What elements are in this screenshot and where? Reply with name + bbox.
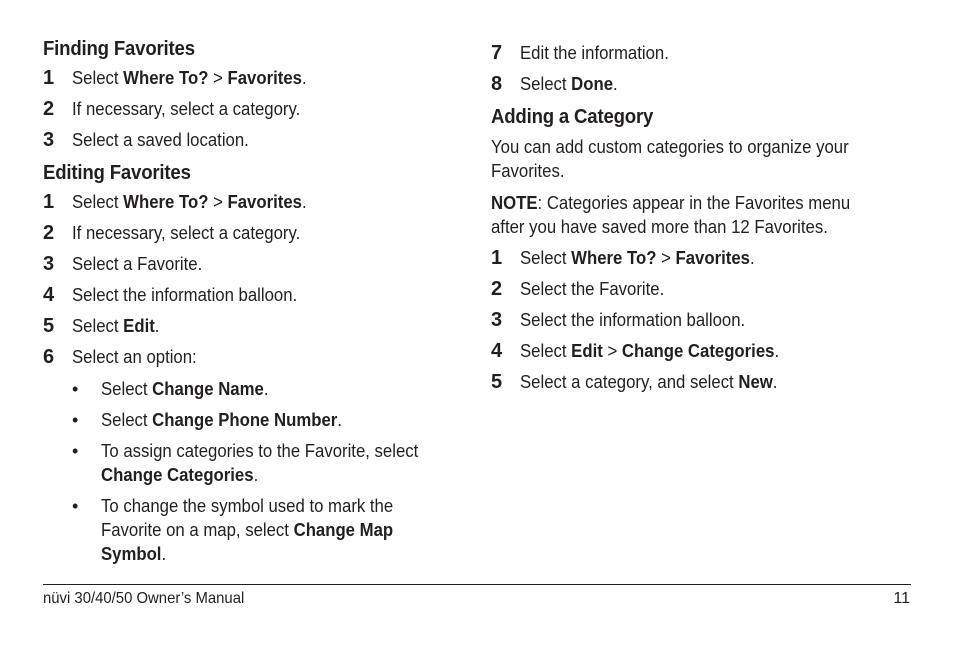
finding-step-2: 2 If necessary, select a category. <box>43 98 301 120</box>
footer-manual-title: nüvi 30/40/50 Owner’s Manual <box>43 590 245 607</box>
option-bullet-change-phone: • Select Change Phone Number. <box>72 410 342 430</box>
adding-category-heading: Adding a Category <box>491 106 654 128</box>
footer-page-number: 11 <box>893 590 910 607</box>
bullet-dot: • <box>72 441 79 461</box>
adding-category-note: NOTE: Categories appear in the Favorites menu after you have saved more than 12 Favorites. <box>491 193 851 237</box>
option-bullet-change-name: • Select Change Name. <box>72 379 269 399</box>
bullet-dot: • <box>72 379 79 399</box>
editing-step-8: 8 Select Done. <box>491 73 618 95</box>
left-column <box>43 38 443 573</box>
editing-step-2: 2 If necessary, select a category. <box>43 222 301 244</box>
adding-step-3: 3 Select the information balloon. <box>491 309 746 331</box>
editing-step-6: 6 Select an option: <box>43 346 197 368</box>
finding-step-1: 1 Select Where To? > Favorites. <box>43 67 307 89</box>
adding-step-2: 2 Select the Favorite. <box>491 278 665 300</box>
adding-step-5: 5 Select a category, and select New. <box>491 371 778 393</box>
editing-step-4: 4 Select the information balloon. <box>43 284 298 306</box>
finding-favorites-heading: Finding Favorites <box>43 38 195 60</box>
finding-step-3: 3 Select a saved location. <box>43 129 249 151</box>
adding-step-4: 4 Select Edit > Change Categories. <box>491 340 780 362</box>
editing-step-3: 3 Select a Favorite. <box>43 253 203 275</box>
bullet-dot: • <box>72 496 79 516</box>
adding-step-1: 1 Select Where To? > Favorites. <box>491 247 755 269</box>
right-column <box>491 42 891 402</box>
editing-step-1: 1 Select Where To? > Favorites. <box>43 191 307 213</box>
editing-favorites-heading: Editing Favorites <box>43 162 191 184</box>
footer-divider <box>43 584 911 585</box>
editing-step-7: 7 Edit the information. <box>491 42 669 64</box>
option-bullet-change-symbol: • To change the symbol used to mark the Favorite on a map, select Change Map Symbol. <box>72 496 394 564</box>
option-bullet-change-categories: • To assign categories to the Favorite, select Change Categories. <box>72 441 419 485</box>
adding-category-intro: You can add custom categories to organize your Favorites. <box>491 137 849 181</box>
bullet-dot: • <box>72 410 79 430</box>
editing-step-5: 5 Select Edit. <box>43 315 160 337</box>
